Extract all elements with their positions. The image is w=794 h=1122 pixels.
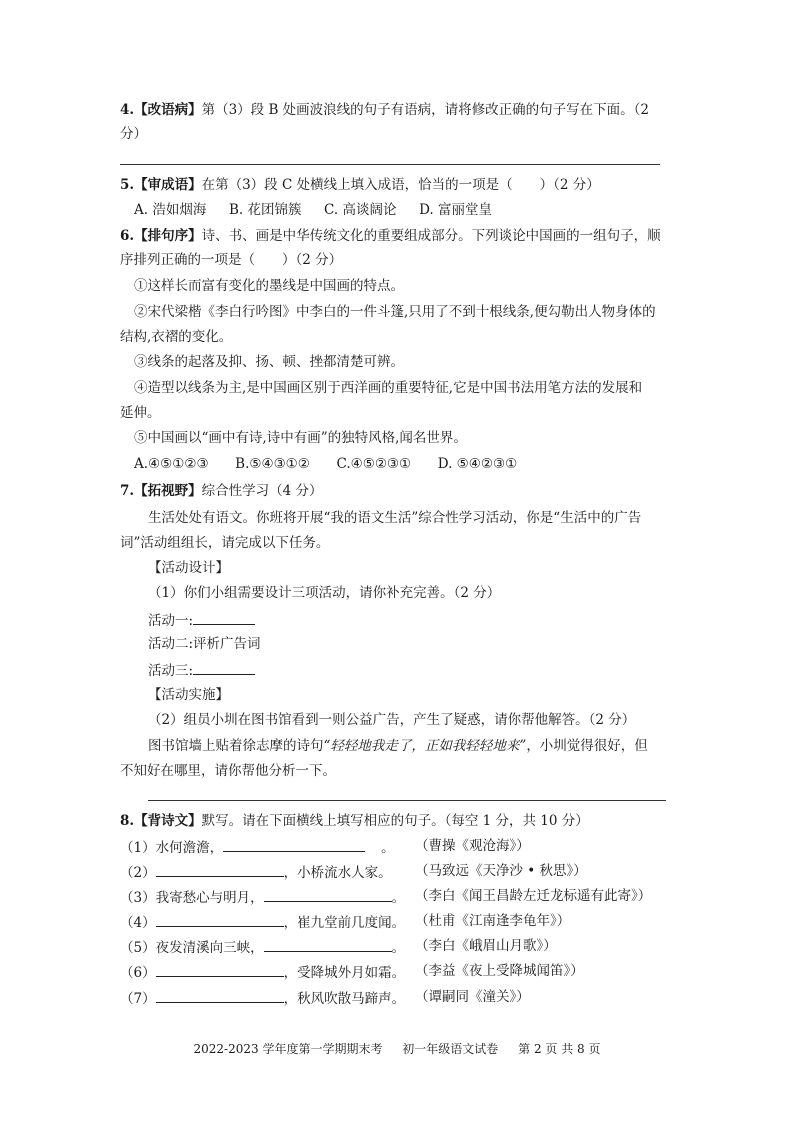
- page-footer: [0, 1040, 794, 1058]
- q6-option-b[interactable]: B.⑤④③①②: [235, 456, 310, 472]
- q5-option-d[interactable]: D. 富丽堂皇: [419, 202, 493, 218]
- q5-option-c[interactable]: C. 高谈阔论: [324, 202, 397, 218]
- q8-item-source: （李益《夜上受降城闻笛》）: [415, 963, 584, 979]
- q8-item: [120, 911, 405, 933]
- q6-sentence-2a: ②宋代梁楷《李白行吟图》中李白的一件斗篷,只用了不到十根线条,便勾勒出人物身体的: [134, 304, 656, 320]
- q6-sentence-2b: 结构,衣褶的变化。: [120, 329, 233, 345]
- q8-item-pre: 水何澹澹，: [155, 840, 224, 856]
- q7-text: 综合性学习（4 分）: [201, 483, 323, 499]
- q7-impl-heading: 【活动实施】: [148, 687, 229, 703]
- q7-activity-1: [148, 609, 255, 631]
- q4-line1: [120, 100, 649, 120]
- q8-item-number: （4）: [120, 915, 156, 931]
- q8-item-number: （6）: [120, 965, 156, 981]
- q4-line2: 分）: [120, 126, 147, 142]
- q6-number: 6.: [120, 228, 135, 244]
- q6-text: 诗、书、画是中华传统文化的重要组成部分。下列谈论中国画的一组句子，顺: [201, 228, 661, 244]
- q8-item-number: （3）: [120, 890, 156, 906]
- q8-item-number: （2）: [120, 865, 156, 881]
- q4-tag: 【改语病】: [134, 102, 202, 118]
- q6-option-d[interactable]: D. ⑤④②③①: [437, 456, 518, 472]
- q8-item-blank[interactable]: [223, 836, 365, 852]
- q6-sentence-5: ⑤中国画以“画中有诗,诗中有画”的独特风格,闻名世界。: [134, 430, 467, 446]
- q8-number: 8.: [120, 813, 135, 829]
- q6-sentence-4b: 延伸。: [120, 405, 161, 421]
- q7-sub2: （2）组员小圳在图书馆看到一则公益广告，产生了疑惑，请你帮他解答。（2 分）: [148, 712, 636, 728]
- q8-item-number: （1）: [120, 840, 156, 856]
- q7-sub1: （1）你们小组需要设计三项活动，请你补充完善。（2 分）: [148, 585, 501, 601]
- footer-term: 2022-2023 学年度第一学期期末考: [193, 1042, 383, 1056]
- q8-item-number: （7）: [120, 991, 156, 1007]
- q8-item: [120, 936, 405, 958]
- q8-item-blank[interactable]: [156, 861, 284, 877]
- q8-item-source: （谭嗣同《潼关》）: [415, 989, 530, 1005]
- q7-intro-1: 生活处处有语文。你班将开展“我的语文生活”综合性学习活动，你是“生活中的广告: [148, 510, 642, 526]
- q8-item-post: 。: [391, 940, 406, 956]
- q7-para-1: [148, 736, 648, 756]
- q7-para-1b: ，小圳觉得很好，但: [526, 738, 648, 754]
- q7-activity-3-label: 活动三:: [148, 663, 194, 679]
- q8-item-post: ，受降城外月如霜。: [283, 965, 406, 981]
- q8-tag: 【背诗文】: [134, 813, 202, 829]
- q7-answer-line[interactable]: [148, 800, 666, 801]
- q8-line1: [120, 811, 589, 831]
- q8-item-blank[interactable]: [156, 961, 284, 977]
- q6-option-a[interactable]: A.④⑤①②③: [134, 456, 209, 472]
- q8-item-post: ，崔九堂前几度闻。: [283, 915, 406, 931]
- q7-line1: [120, 481, 322, 501]
- q8-item-post: 。: [381, 840, 395, 856]
- q5-option-b[interactable]: B. 花团锦簇: [228, 202, 302, 218]
- q7-activity-3-blank[interactable]: [193, 659, 255, 675]
- q8-item: [120, 987, 405, 1009]
- q5-line1: [120, 175, 600, 195]
- q5-text: 在第（3）段 C 处横线上填入成语，恰当的一项是（ ）（2 分）: [201, 177, 600, 193]
- q7-activity-1-label: 活动一:: [148, 613, 194, 629]
- q6-option-c[interactable]: C.④⑤②③①: [336, 456, 412, 472]
- q8-item-source: （马致远《天净沙 • 秋思》）: [415, 863, 587, 879]
- q7-para-2: 不知好在哪里，请你帮他分析一下。: [120, 763, 336, 779]
- q6-line2: 序排列正确的一项是（ ）（2 分）: [120, 252, 343, 268]
- q8-text: 默写。请在下面横线上填写相应的句子。（每空 1 分，共 10 分）: [201, 813, 589, 829]
- q4-answer-line[interactable]: [120, 164, 660, 165]
- q8-item: [120, 836, 395, 858]
- q6-tag: 【排句序】: [134, 228, 202, 244]
- q8-item-post: ，秋风吹散马蹄声。: [283, 991, 406, 1007]
- q8-item: [120, 861, 392, 883]
- q7-design-heading: 【活动设计】: [148, 560, 229, 576]
- q5-tag: 【审成语】: [134, 177, 202, 193]
- q8-item-blank[interactable]: [264, 936, 392, 952]
- q8-item-number: （5）: [120, 940, 156, 956]
- q8-item-blank[interactable]: [156, 987, 284, 1003]
- q6-sentence-1: ①这样长而富有变化的墨线是中国画的特点。: [134, 278, 404, 294]
- q8-item-pre: 夜发清溪向三峡，: [155, 940, 264, 956]
- footer-page: 第 2 页 共 8 页: [518, 1042, 601, 1056]
- q7-para-1a: 图书馆墙上贴着徐志摩的诗句: [148, 738, 324, 754]
- q7-intro-2: 词”活动组组长，请完成以下任务。: [120, 535, 330, 551]
- q6-sentence-4a: ④造型以线条为主,是中国画区别于西洋画的重要特征,它是中国书法用笔方法的发展和: [134, 380, 643, 396]
- q8-item-source: （曹操《观沧海》）: [415, 838, 530, 854]
- q7-tag: 【拓视野】: [134, 483, 202, 499]
- q4-number: 4.: [120, 102, 135, 118]
- q5-option-a[interactable]: A. 浩如烟海: [134, 202, 207, 218]
- footer-exam: 初一年级语文试卷: [402, 1042, 499, 1056]
- q7-number: 7.: [120, 483, 135, 499]
- q7-poem: “轻轻地我走了，正如我轻轻地来”: [323, 738, 527, 754]
- q5-number: 5.: [120, 177, 135, 193]
- q8-item-pre: 我寄愁心与明月，: [155, 890, 264, 906]
- q8-item-source: （李白《峨眉山月歌》）: [415, 938, 557, 954]
- q8-item: [120, 961, 405, 983]
- q5-options: [134, 200, 492, 220]
- q8-item-blank[interactable]: [156, 911, 284, 927]
- q7-activity-3: [148, 659, 255, 681]
- q8-item-post: 。: [391, 890, 406, 906]
- q7-activity-2: 活动二:评析广告词: [148, 636, 261, 652]
- q4-text: 第（3）段 B 处画波浪线的句子有语病，请将修改正确的句子写在下面。（2: [201, 102, 650, 118]
- q8-item: [120, 886, 405, 908]
- q6-sentence-3: ③线条的起落及抑、扬、顿、挫都清楚可辨。: [134, 354, 404, 370]
- q6-line1: [120, 226, 661, 246]
- q6-options: [134, 454, 517, 474]
- q8-item-blank[interactable]: [264, 886, 392, 902]
- q8-item-post: ，小桥流水人家。: [283, 865, 392, 881]
- q7-activity-1-blank[interactable]: [193, 609, 255, 625]
- q8-item-source: （杜甫《江南逢李龟年》）: [415, 913, 571, 929]
- q8-item-source: （李白《闻王昌龄左迁龙标遥有此寄》）: [415, 888, 652, 904]
